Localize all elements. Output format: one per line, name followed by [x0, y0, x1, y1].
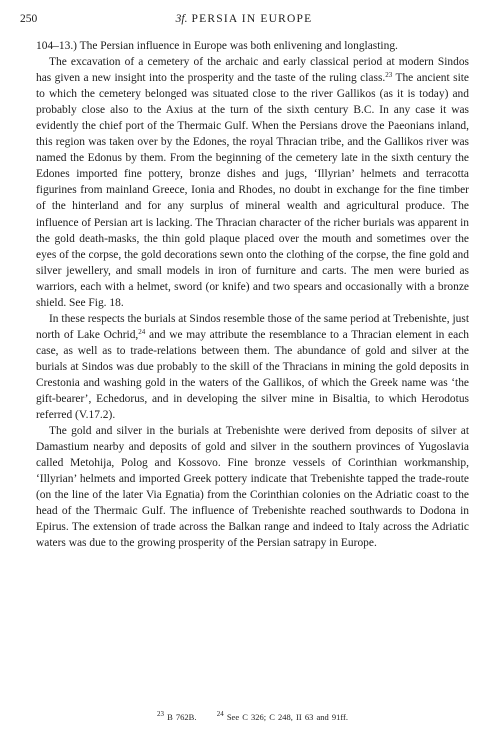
paragraph: [36, 311, 469, 423]
footnote-23: $^{23}$ B 762B.: [156, 710, 197, 722]
text-run: The gold and silver in the burials at Trebenishte were derived from deposits of silver at Damastium nearby and deposits of gold and silver in the southern provinces of Yugoslavia called Metohija, Polog and Kossovo. Fine bronze vessels of Corinthian workmanship, ‘Illyrian’ helmets and imported Greek pottery indicate that Trebenishte tapped the trade-route (on the line of the later Via Egnatia) from the Corinthian colonies on the Adriatic coast to the head of the Thermaic Gulf. The influence of Trebenishte reached southwards to Dodona in Epirus. The extension of trade across the Balkan range and indeed to Italy across the Adriatic waters was due to the growing prosperity of the Persian satrapy in Europe.: [36, 425, 469, 550]
text-run: The ancient site to which the cemetery belonged was situated close to the river Gallikos (as it is today) and probably close also to the Axius at the turn of the sixth century B.C. In any case it was evidently the chief port of the Thermaic Gulf. When the Persians drove the Paeonians inland, this region was taken over by the Edones, the royal Thracian tribe, and the Gallikos river was named the Edonus by them. From the beginning of the cemetery late in the sixth century the Edones imported fine pottery, bronze dishes and jugs, ‘Illyrian’ helmets and terracotta figurines from mainland Greece, Ionia and Rhodes, no doubt in exchange for the fine timber of the hinterland and for any surplus of mineral wealth and agricultural produce. The influence of Persian art is lacking. The Thracian character of the richer burials was apparent in the gold death-masks, the thin gold plaque placed over the mouth and sometimes over the eyes of the corpse, the gold decorations sewn onto the clothing of the corpse, the fine gold and silver jewellery, and small models in iron of furniture and carts. The men were buried as warriors, each with a helmet, sword (or knife) and two spears and occasionally with a bronze shield. See Fig. 18.: [36, 72, 469, 309]
page-number: 250: [20, 13, 38, 25]
page-header: [20, 13, 468, 29]
footnote-24: $^{24}$ See C 326; C 248, II 63 and 91ff.: [216, 710, 348, 722]
body-text: [36, 38, 469, 552]
chapter-title: PERSIA IN EUROPE: [191, 13, 313, 25]
chapter-number: 3f.: [175, 13, 188, 25]
text-run: and we may attribute the resemblance to a Thracian element in each case, as well as to trade-relations between them. The abundance of gold and silver at the burials at Sindos was due probably to the skill of the Thracians in mining the gold deposits in Crestonia and washing gold in the waters of the Gallikos, of which the Greek name was ‘the gift-bearer’, Echedorus, and in developing the silver mine in Bisaltia, to which Herodotus referred (V.17.2).: [36, 328, 469, 422]
text-run: 104–13.) The Persian influence in Europe was both enlivening and longlasting.: [36, 40, 398, 52]
text-run: In these respects the burials at Sindos resemble those of the same period at Trebenishte, just north of Lake Ochrid,: [36, 312, 469, 341]
footnotes: [36, 712, 469, 722]
text-run: The excavation of a cemetery of the archaic and early classical period at modern Sindos has given a new insight into the prosperity and the taste of the ruling class.: [36, 56, 469, 85]
paragraph: [36, 54, 469, 311]
footnote-ref: 24: [138, 327, 146, 336]
footnote-ref: 23: [385, 71, 393, 80]
running-head: [20, 13, 468, 25]
paragraph: [36, 423, 469, 551]
paragraph: [36, 38, 469, 54]
